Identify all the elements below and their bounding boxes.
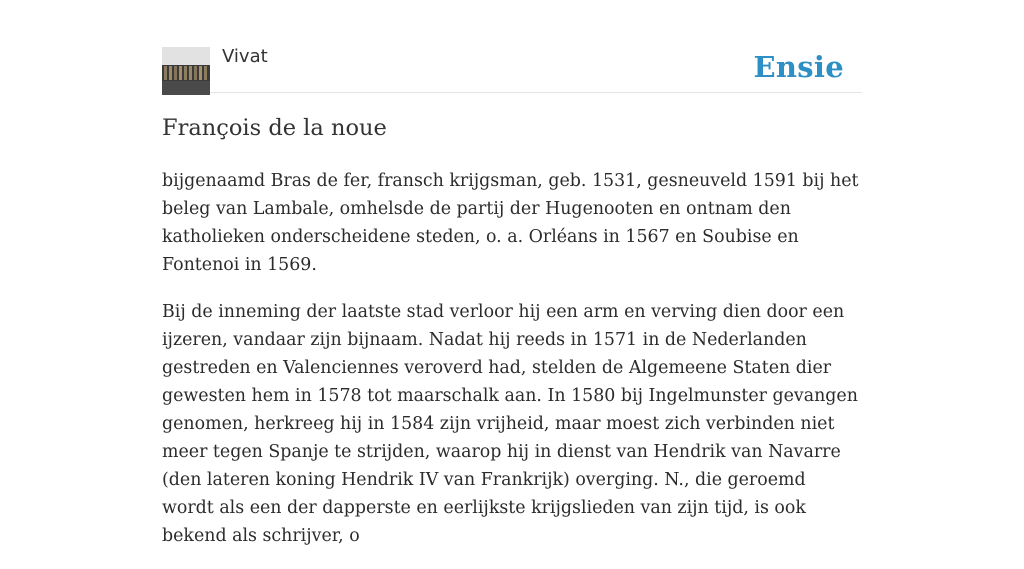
page-container xyxy=(162,0,862,546)
avatar-image xyxy=(162,47,210,95)
page-header xyxy=(162,0,862,93)
author-name[interactable]: Vivat xyxy=(222,46,268,67)
article-paragraph: Bij de inneming der laatste stad verloor hij een arm en verving dien door een ijzeren, vandaar zijn bijnaam. Nadat hij reeds in 1571 in de Nederlanden gestreden en Valenciennes veroverd had, stelden de Algemeene Staten dier gewesten hem in 1578 tot maarschalk aan. In 1580 bij Ingelmunster gevangen genomen, herkreeg hij in 1584 zijn vrijheid, maar moest zich verbinden niet meer tegen Spanje te strijden, waarop hij in dienst van Hendrik van Navarre (den lateren koning Hendrik IV van Frankrijk) overging. N., die geroemd wordt als een der dapperste en eerlijkste krijgslieden van zijn tijd, is ook bekend als schrijver, o xyxy=(162,302,858,546)
article-paragraph: bijgenaamd Bras de fer, fransch krijgsman, geb. 1531, gesneuveld 1591 bij het beleg van Lambale, omhelsde de partij der Hugenooten en ontnam den katholieken onderscheidene steden, o. a. Orléans in 1567 en Soubise en Fontenoi in 1569. xyxy=(162,171,859,275)
page-title: François de la noue xyxy=(162,115,387,141)
author-avatar[interactable] xyxy=(162,47,210,95)
article-body xyxy=(162,167,862,569)
brand-logo[interactable]: Ensie xyxy=(753,50,844,84)
